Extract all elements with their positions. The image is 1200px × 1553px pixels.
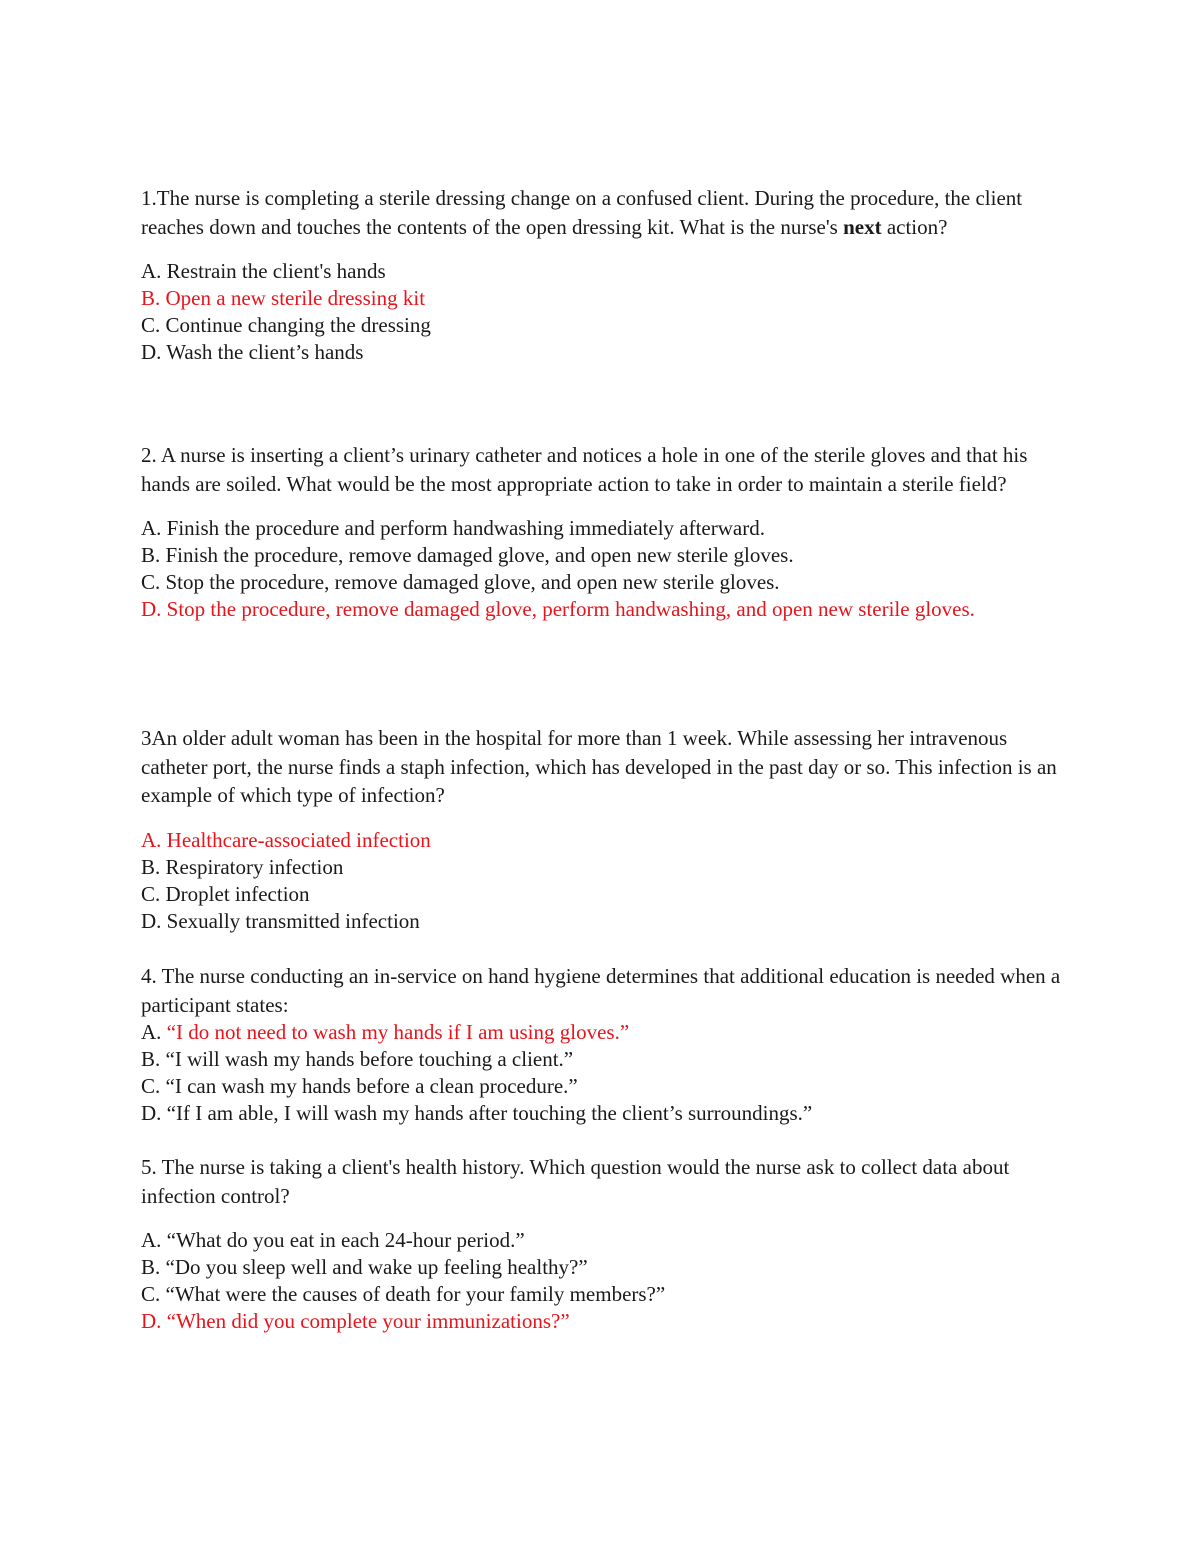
question-stem: 4. The nurse conducting an in-service on hand hygiene determines that additional education is needed when a participant states: [141, 964, 1061, 1017]
question-3 [141, 724, 1071, 935]
answer-option-b: B. Respiratory infection [141, 854, 344, 879]
question-stem [141, 184, 1071, 241]
answer-option-a: A. Restrain the client's hands [141, 259, 386, 283]
question-stem: 3An older adult woman has been in the hospital for more than 1 week. While assessing her intravenous catheter port, the nurse finds a staph infection, which has developed in the past day or so. This infection is an example of which type of infection? [141, 726, 1057, 807]
emphasis-text: next [843, 214, 882, 239]
answer-options [141, 827, 1071, 935]
answer-options [141, 1227, 1071, 1335]
answer-option-a: A. “What do you eat in each 24-hour period.” [141, 1228, 525, 1252]
question-stem: 5. The nurse is taking a client's health history. Which question would the nurse ask to collect data about infection control? [141, 1155, 1010, 1208]
answer-option-d: D. Wash the client’s hands [141, 340, 364, 364]
answer-option-d-correct: D. “When did you complete your immunizations?” [141, 1309, 570, 1333]
answer-option-c: C. Continue changing the dressing [141, 313, 431, 337]
answer-option-a: A. Finish the procedure and perform handwashing immediately afterward. [141, 516, 765, 540]
answer-option-d: D. Sexually transmitted infection [141, 908, 420, 933]
question-text: action? [886, 214, 948, 239]
answer-option-a-correct: “I do not need to wash my hands if I am using gloves.” [166, 1020, 630, 1044]
option-prefix: A. [141, 1020, 167, 1044]
answer-option-c: C. Stop the procedure, remove damaged glove, and open new sterile gloves. [141, 570, 780, 594]
answer-option-c: C. “What were the causes of death for your family members?” [141, 1282, 666, 1306]
answer-option-b: B. “Do you sleep well and wake up feeling healthy?” [141, 1255, 588, 1279]
answer-option-c: C. Droplet infection [141, 881, 310, 906]
answer-option-d-correct: D. Stop the procedure, remove damaged glove, perform handwashing, and open new sterile gloves. [141, 597, 975, 621]
question-4 [141, 962, 1071, 1127]
question-5 [141, 1153, 1071, 1335]
answer-options [141, 1019, 1071, 1127]
question-2 [141, 441, 1071, 623]
answer-options [141, 515, 1071, 623]
answer-option-d: D. “If I am able, I will wash my hands after touching the client’s surroundings.” [141, 1101, 813, 1125]
question-stem: 2. A nurse is inserting a client’s urinary catheter and notices a hole in one of the sterile gloves and that his hands are soiled. What would be the most appropriate action to take in order to maintain a sterile field? [141, 443, 1028, 496]
answer-option-a [141, 1019, 1071, 1046]
question-1 [141, 184, 1071, 366]
answer-option-c: C. “I can wash my hands before a clean procedure.” [141, 1074, 578, 1098]
answer-options [141, 258, 1071, 366]
answer-option-a-correct: A. Healthcare-associated infection [141, 827, 431, 852]
answer-option-b: B. “I will wash my hands before touching a client.” [141, 1047, 574, 1071]
question-text: 1.The nurse is completing a sterile dressing change on a confused client. During the procedure, the client reaches down and touches the contents of the open dressing kit. What is the nurse's [141, 186, 1023, 239]
answer-option-b: B. Finish the procedure, remove damaged glove, and open new sterile gloves. [141, 543, 794, 567]
answer-option-b-correct: B. Open a new sterile dressing kit [141, 286, 426, 310]
